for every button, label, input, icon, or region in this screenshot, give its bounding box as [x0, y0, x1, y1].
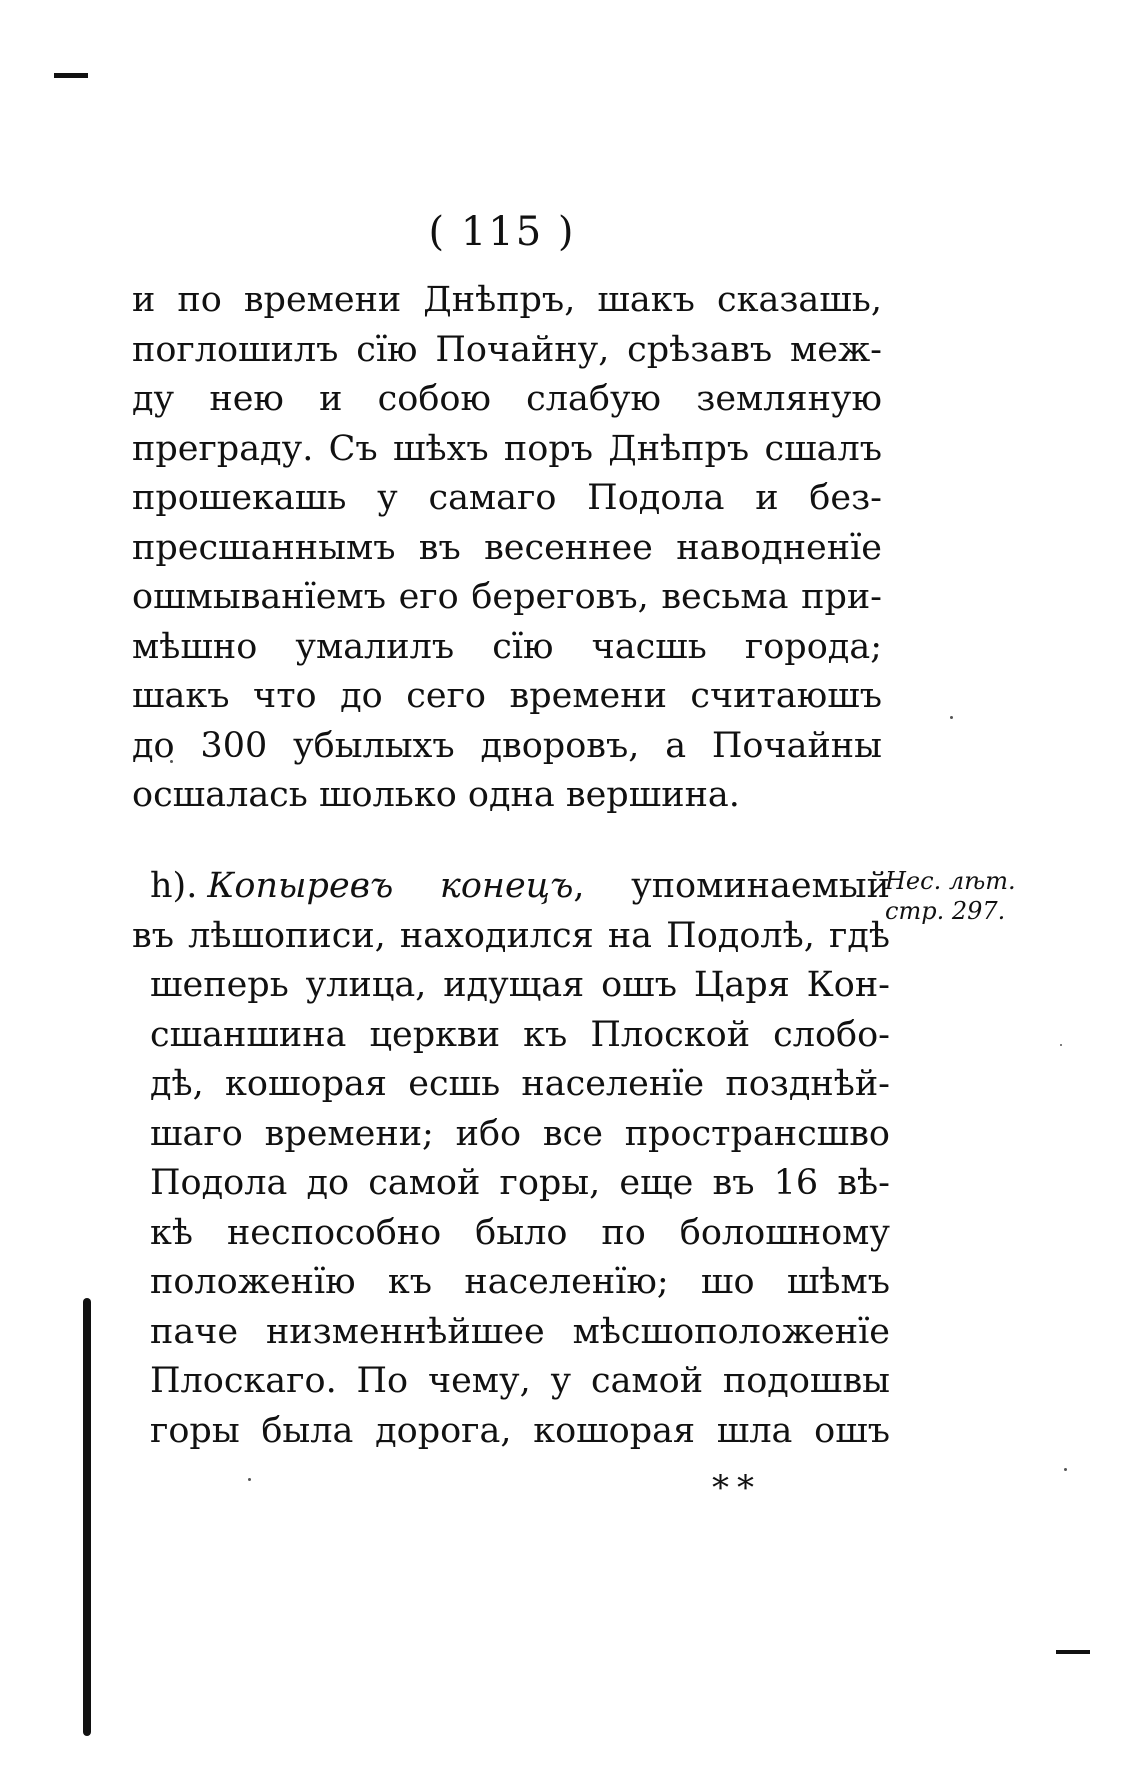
text-line: поглошилъ сїю Почайну, срѣзавъ меж- — [132, 329, 882, 370]
text-line: шаго времени; ибо все пространсшво — [150, 1113, 890, 1154]
margin-reference-line: Нес. лѣт. — [885, 867, 1016, 895]
italic-term: Копыревъ конецъ — [207, 866, 574, 906]
text-line: ду нею и собою слабую земляную — [132, 379, 882, 419]
text-line: пресшаннымъ въ весеннее наводненїе — [132, 527, 882, 568]
text-line: въ лѣшописи, находился на Подолѣ, гдѣ — [132, 915, 890, 956]
text-line: Плоскаго. По чему, у самой подошвы — [150, 1361, 890, 1401]
item-label: h). — [150, 866, 198, 906]
page-number: ( 115 ) — [428, 209, 576, 255]
margin-reference — [885, 866, 1025, 926]
paper-speck — [1064, 1468, 1067, 1471]
text-line: осшалась шолько одна вершина. — [132, 775, 740, 815]
text-line-first — [150, 862, 890, 912]
text-line: и по времени Днѣпръ, шакъ сказашь, — [132, 280, 882, 320]
text-line: шакъ что до сего времени считаюшъ — [132, 676, 882, 716]
text-line: дѣ, кошорая есшь населенїе позднѣй- — [150, 1064, 890, 1104]
margin-reference-line: стр. 297. — [885, 897, 1006, 925]
text-line: сшаншина церкви къ Плоской слобо- — [150, 1014, 890, 1055]
text-line: паче низменнѣйшее мѣсшоположенїе — [150, 1311, 890, 1352]
line-rest: , упоминаемый — [573, 866, 890, 906]
text-line: до 300 убылыхъ дворовъ, а Почайны — [132, 725, 882, 766]
binding-shadow — [83, 1298, 91, 1736]
paper-speck — [248, 1478, 251, 1481]
text-line: кѣ неспособно было по болошному — [150, 1212, 890, 1253]
text-line: мѣшно умалилъ сїю часшь города; — [132, 626, 882, 667]
text-line: горы была дорога, кошорая шла ошъ — [150, 1410, 890, 1451]
text-line: прошекашь у самаго Подола и без- — [132, 478, 882, 518]
page-edge-mark — [1056, 1650, 1090, 1654]
signature-mark: ** — [712, 1468, 762, 1508]
paragraph-main — [132, 276, 882, 821]
text-line: положенїю къ населенїю; шо шѣмъ — [150, 1262, 890, 1302]
page-edge-mark — [54, 73, 88, 78]
text-line: шеперь улица, идущая ошъ Царя Кон- — [150, 965, 890, 1005]
text-line: ошмыванїемъ его береговъ, весьма при- — [132, 577, 882, 617]
paper-speck — [950, 716, 953, 719]
text-line: Подола до самой горы, еще въ 16 вѣ- — [150, 1163, 890, 1203]
paragraph-kopyrev — [132, 862, 890, 1456]
text-line: преграду. Съ шѣхъ поръ Днѣпръ сшалъ — [132, 428, 882, 469]
paper-speck — [1060, 1044, 1062, 1046]
